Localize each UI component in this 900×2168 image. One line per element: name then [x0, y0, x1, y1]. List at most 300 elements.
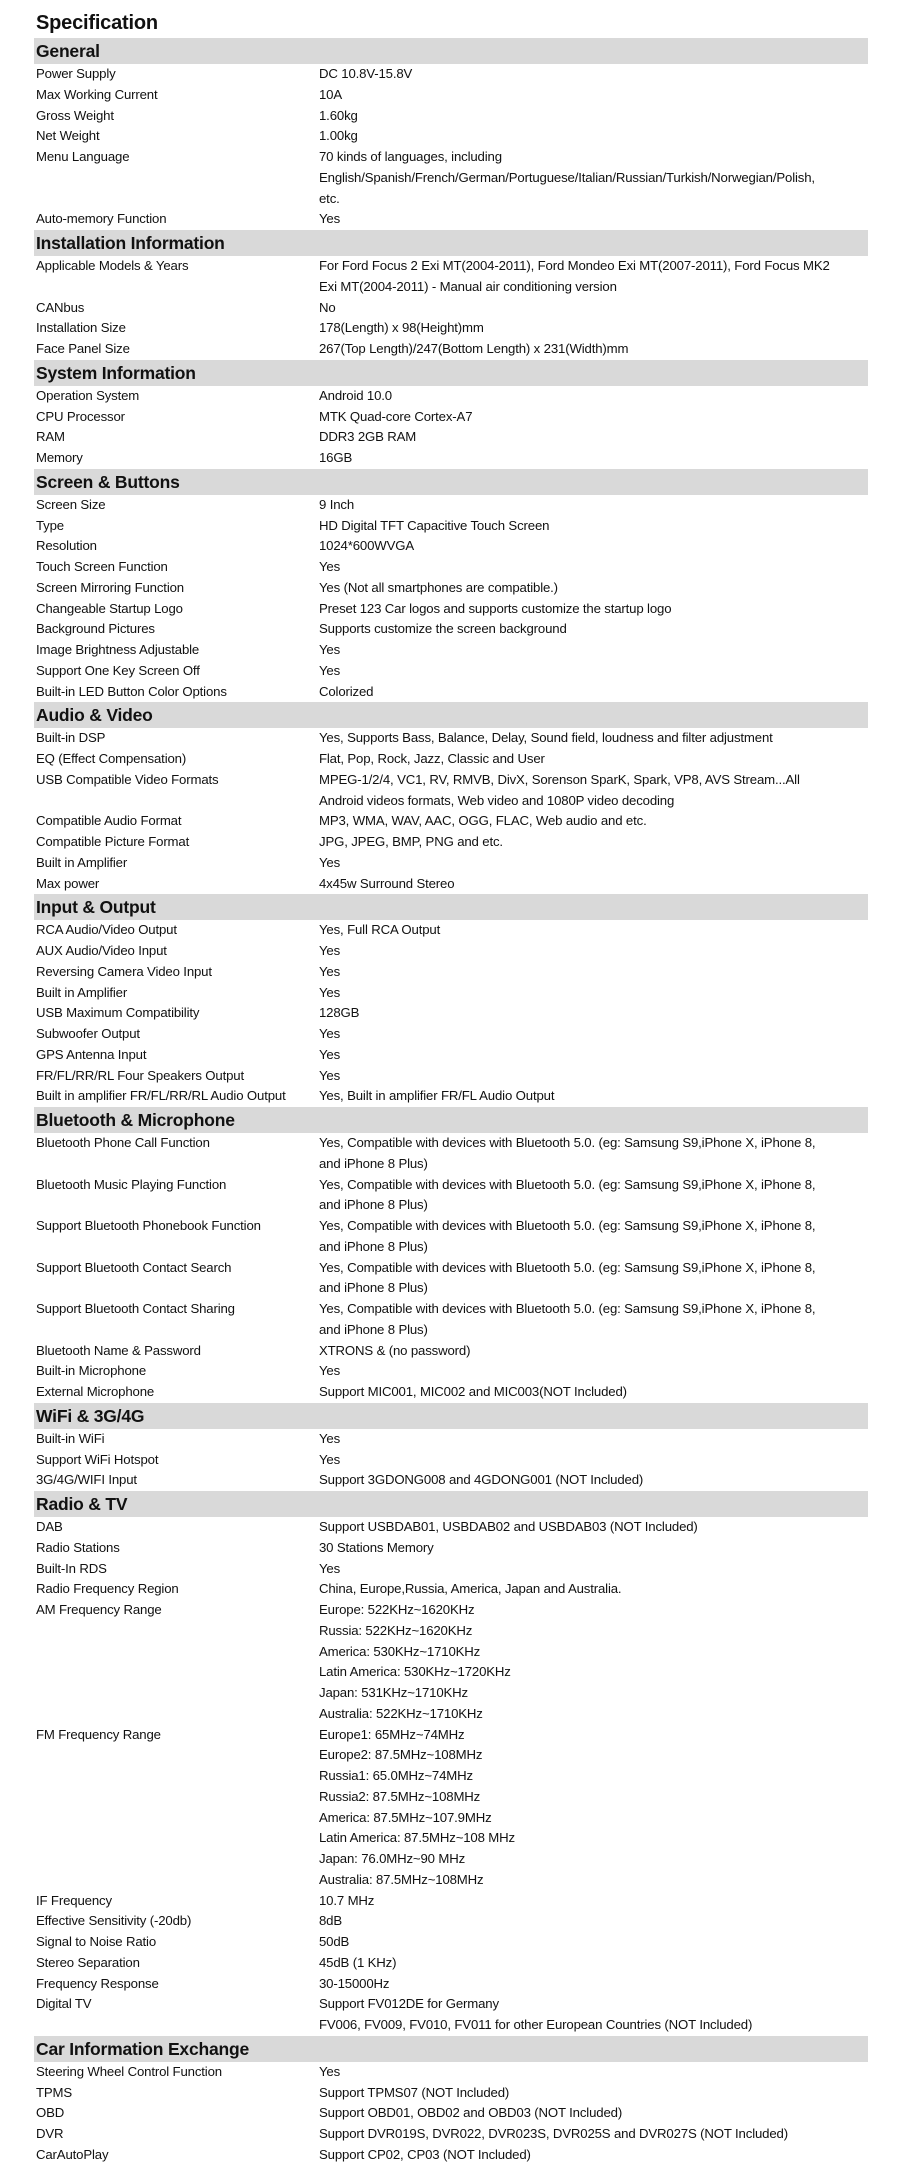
section-heading: Audio & Video [34, 702, 868, 728]
spec-row [34, 920, 868, 941]
spec-row [34, 832, 868, 853]
spec-row [34, 147, 868, 209]
spec-label: Bluetooth Name & Password [36, 1342, 201, 1358]
spec-value-line: Exi MT(2004-2011) - Manual air conditioning version [319, 278, 617, 294]
spec-value-line: Yes [319, 1560, 341, 1576]
spec-value [319, 728, 868, 749]
spec-row [34, 2083, 868, 2104]
spec-value-line: Russia: 522KHz~1620KHz [319, 1622, 473, 1638]
spec-label: Support Bluetooth Contact Sharing [36, 1301, 235, 1316]
spec-label: EQ (Effect Compensation) [36, 751, 187, 766]
page-title: Specification [36, 12, 158, 34]
spec-label: FR/FL/RR/RL Four Speakers Output [36, 1067, 244, 1083]
spec-value-line: 267(Top Length)/247(Bottom Length) x 231(Width)mm [319, 341, 629, 356]
spec-row [34, 1175, 868, 1217]
spec-row [34, 640, 868, 661]
spec-label: Signal to Noise Ratio [36, 1934, 156, 1949]
spec-section [34, 1491, 868, 2036]
spec-value [319, 536, 868, 557]
spec-row [34, 386, 868, 407]
spec-label: Resolution [36, 538, 97, 554]
spec-row [34, 962, 868, 983]
spec-value [319, 1066, 868, 1087]
spec-row [34, 1559, 868, 1580]
spec-value-line: 1024*600WVGA [319, 538, 414, 554]
spec-label: CPU Processor [36, 408, 125, 424]
spec-label: Type [36, 517, 64, 533]
spec-value [319, 2103, 868, 2124]
spec-label: Built-in DSP [36, 730, 106, 746]
section-heading: Bluetooth & Microphone [34, 1107, 868, 1133]
spec-value [319, 106, 868, 127]
spec-value-line: Europe2: 87.5MHz~108MHz [319, 1747, 483, 1763]
spec-value-line: Yes, Compatible with devices with Bluetooth 5.0. (eg: Samsung S9,iPhone X, iPhone 8, [319, 1259, 816, 1275]
spec-value-line: Preset 123 Car logos and supports customize the startup logo [319, 600, 672, 616]
spec-label: Built in Amplifier [36, 984, 128, 1000]
spec-row [34, 749, 868, 770]
spec-value-line: China, Europe,Russia, America, Japan and Australia. [319, 1581, 622, 1597]
spec-row [34, 2124, 868, 2145]
spec-label: Stereo Separation [36, 1954, 140, 1970]
spec-label: Built-in Microphone [36, 1363, 147, 1379]
spec-row [34, 983, 868, 1004]
spec-value-line: 10A [319, 86, 343, 102]
spec-value-line: Yes, Supports Bass, Balance, Delay, Sound field, loudness and filter adjustment [319, 730, 773, 746]
spec-value [319, 126, 868, 147]
spec-row [34, 682, 868, 703]
spec-value-line: Android 10.0 [319, 387, 392, 403]
spec-section [34, 469, 868, 703]
spec-value-line: Yes [319, 662, 341, 678]
spec-row [34, 661, 868, 682]
spec-label: DVR [36, 2126, 64, 2141]
spec-row [34, 516, 868, 537]
spec-value-line: Europe1: 65MHz~74MHz [319, 1726, 465, 1742]
spec-value [319, 147, 868, 209]
spec-label: Power Supply [36, 66, 116, 81]
spec-value-line: Yes [319, 854, 341, 870]
spec-value-line: Australia: 87.5MHz~108MHz [319, 1871, 484, 1887]
spec-value-line: Europe: 522KHz~1620KHz [319, 1602, 475, 1617]
spec-row [34, 298, 868, 319]
spec-label: OBD [36, 2105, 65, 2121]
spec-row [34, 1994, 868, 2036]
spec-row [34, 1361, 868, 1382]
spec-value [319, 1341, 868, 1362]
section-heading: WiFi & 3G/4G [34, 1403, 868, 1429]
spec-row [34, 1258, 868, 1300]
spec-value [319, 749, 868, 770]
spec-value-line: Yes [319, 642, 341, 657]
spec-value-line: Yes, Compatible with devices with Bluetooth 5.0. (eg: Samsung S9,iPhone X, iPhone 8, [319, 1176, 816, 1192]
spec-row [34, 874, 868, 895]
spec-value [319, 1891, 868, 1912]
spec-label: RCA Audio/Video Output [36, 922, 177, 938]
spec-label: Built-In RDS [36, 1560, 107, 1576]
spec-row [34, 448, 868, 469]
spec-value-line: MPEG-1/2/4, VC1, RV, RMVB, DivX, Sorenson SparK, Spark, VP8, AVS Stream...All [319, 771, 800, 787]
spec-label: CANbus [36, 299, 85, 315]
spec-value [319, 1382, 868, 1403]
spec-label: Changeable Startup Logo [36, 600, 183, 616]
spec-value-line: Yes [319, 1067, 341, 1083]
spec-value [319, 661, 868, 682]
spec-label: USB Compatible Video Formats [36, 771, 219, 787]
spec-value [319, 1911, 868, 1932]
spec-value-line: Russia2: 87.5MHz~108MHz [319, 1788, 481, 1804]
spec-row [34, 318, 868, 339]
spec-value [319, 1450, 868, 1471]
spec-value [319, 1994, 868, 2036]
spec-value [319, 770, 868, 812]
spec-value-line: America: 530KHz~1710KHz [319, 1643, 481, 1659]
spec-row [34, 1725, 868, 1891]
spec-value [319, 1003, 868, 1024]
spec-label: Support One Key Screen Off [36, 662, 200, 678]
spec-row [34, 1216, 868, 1258]
spec-value-line: Supports customize the screen background [319, 621, 567, 637]
spec-value [319, 209, 868, 230]
spec-value [319, 1258, 868, 1300]
spec-value [319, 339, 868, 360]
spec-value-line: Support FV012DE for Germany [319, 1996, 499, 2012]
spec-label: Bluetooth Music Playing Function [36, 1176, 227, 1192]
spec-value [319, 386, 868, 407]
spec-value [319, 2083, 868, 2104]
spec-label: Compatible Picture Format [36, 834, 190, 849]
spec-row [34, 1953, 868, 1974]
spec-section [34, 230, 868, 360]
spec-value [319, 1045, 868, 1066]
spec-value-line: Yes [319, 2063, 341, 2079]
spec-value [319, 874, 868, 895]
spec-value [319, 516, 868, 537]
spec-value-line: Android videos formats, Web video and 1080P video decoding [319, 792, 675, 808]
spec-value [319, 318, 868, 339]
spec-label: Support Bluetooth Contact Search [36, 1259, 232, 1275]
section-heading: Input & Output [34, 894, 868, 920]
spec-row [34, 1003, 868, 1024]
spec-label: External Microphone [36, 1384, 155, 1399]
spec-row [34, 256, 868, 298]
spec-value-line: Japan: 76.0MHz~90 MHz [319, 1851, 466, 1866]
spec-value-line: Yes [319, 1026, 341, 1041]
spec-value-line: 50dB [319, 1934, 350, 1949]
spec-row [34, 106, 868, 127]
spec-value-line: Yes, Compatible with devices with Bluetooth 5.0. (eg: Samsung S9,iPhone X, iPhone 8, [319, 1135, 816, 1150]
spec-label: Built in Amplifier [36, 854, 128, 870]
spec-value-line: Yes [319, 559, 341, 574]
spec-label: Installation Size [36, 320, 126, 336]
section-heading: Car Information Exchange [34, 2036, 868, 2062]
spec-value [319, 853, 868, 874]
spec-value-line: Latin America: 530KHz~1720KHz [319, 1664, 511, 1680]
spec-label: 3G/4G/WIFI Input [36, 1472, 137, 1488]
spec-value-line: Yes [319, 1451, 341, 1467]
spec-value-line: Latin America: 87.5MHz~108 MHz [319, 1830, 515, 1846]
spec-value-line: For Ford Focus 2 Exi MT(2004-2011), Ford Mondeo Exi MT(2007-2011), Ford Focus MK2 [319, 258, 830, 273]
spec-label: Screen Size [36, 496, 106, 512]
spec-label: Screen Mirroring Function [36, 579, 184, 595]
spec-value-line: Russia1: 65.0MHz~74MHz [319, 1768, 473, 1783]
spec-value [319, 1517, 868, 1538]
spec-sections [34, 38, 868, 2166]
spec-label: Frequency Response [36, 1975, 159, 1991]
spec-row [34, 619, 868, 640]
spec-label: Image Brightness Adjustable [36, 642, 200, 657]
spec-value-line: and iPhone 8 Plus) [319, 1280, 428, 1296]
spec-row [34, 126, 868, 147]
spec-value-line: 10.7 MHz [319, 1892, 375, 1908]
spec-value-line: Yes, Compatible with devices with Bluetooth 5.0. (eg: Samsung S9,iPhone X, iPhone 8, [319, 1301, 816, 1316]
spec-value-line: 16GB [319, 450, 353, 465]
spec-section [34, 702, 868, 894]
spec-value-line: Yes [319, 943, 341, 958]
spec-row [34, 728, 868, 749]
spec-value [319, 1216, 868, 1258]
spec-value [319, 920, 868, 941]
spec-row [34, 2103, 868, 2124]
spec-value-line: Support OBD01, OBD02 and OBD03 (NOT Included) [319, 2105, 623, 2121]
spec-value-line: Support MIC001, MIC002 and MIC003(NOT Included) [319, 1384, 627, 1399]
spec-label: Max power [36, 875, 100, 891]
spec-label: Radio Stations [36, 1539, 120, 1555]
spec-value-line: Yes [319, 963, 341, 979]
spec-value-line: Yes, Full RCA Output [319, 922, 441, 938]
spec-row [34, 536, 868, 557]
spec-value [319, 1024, 868, 1045]
spec-row [34, 1133, 868, 1175]
spec-row [34, 85, 868, 106]
section-heading: System Information [34, 360, 868, 386]
spec-value-line: English/Spanish/French/German/Portuguese/Italian/Russian/Turkish/Norwegian/Polish, [319, 169, 815, 185]
spec-value [319, 1559, 868, 1580]
spec-row [34, 495, 868, 516]
spec-label: Built-in WiFi [36, 1430, 105, 1446]
spec-value-line: Yes [319, 1363, 341, 1379]
spec-label: Background Pictures [36, 621, 155, 637]
spec-row [34, 1341, 868, 1362]
spec-value-line: XTRONS & (no password) [319, 1342, 471, 1358]
spec-label: Auto-memory Function [36, 211, 167, 227]
spec-value-line: Flat, Pop, Rock, Jazz, Classic and User [319, 751, 545, 766]
spec-value-line: Yes, Built in amplifier FR/FL Audio Output [319, 1088, 555, 1104]
spec-label: Bluetooth Phone Call Function [36, 1135, 210, 1150]
spec-value [319, 2124, 868, 2145]
spec-label: Memory [36, 450, 83, 465]
spec-label: Touch Screen Function [36, 559, 168, 574]
spec-label: Reversing Camera Video Input [36, 963, 212, 979]
spec-label: Face Panel Size [36, 341, 130, 356]
spec-value-line: Support CP02, CP03 (NOT Included) [319, 2146, 531, 2162]
spec-label: Steering Wheel Control Function [36, 2063, 222, 2079]
spec-row [34, 1891, 868, 1912]
spec-row [34, 1450, 868, 1471]
spec-label: Net Weight [36, 128, 100, 144]
spec-row [34, 1932, 868, 1953]
spec-value-line: Yes (Not all smartphones are compatible.) [319, 579, 558, 595]
spec-label: DAB [36, 1519, 63, 1534]
spec-value-line: No [319, 299, 336, 315]
spec-label: Digital TV [36, 1996, 92, 2012]
spec-value [319, 495, 868, 516]
spec-label: AM Frequency Range [36, 1602, 162, 1617]
spec-value-line: MP3, WMA, WAV, AAC, OGG, FLAC, Web audio and etc. [319, 813, 647, 829]
spec-label: RAM [36, 429, 65, 445]
spec-label: Built in amplifier FR/FL/RR/RL Audio Output [36, 1088, 286, 1104]
spec-value [319, 941, 868, 962]
spec-row [34, 1045, 868, 1066]
spec-value-line: 30-15000Hz [319, 1975, 390, 1991]
spec-value [319, 619, 868, 640]
section-heading: Installation Information [34, 230, 868, 256]
spec-value [319, 811, 868, 832]
spec-value [319, 832, 868, 853]
spec-section [34, 38, 868, 230]
spec-value-line: etc. [319, 190, 340, 206]
spec-label: Applicable Models & Years [36, 258, 189, 273]
spec-value [319, 64, 868, 85]
spec-value-line: Yes [319, 1046, 341, 1062]
spec-row [34, 209, 868, 230]
spec-row [34, 339, 868, 360]
spec-row [34, 557, 868, 578]
spec-value-line: MTK Quad-core Cortex-A7 [319, 408, 473, 424]
spec-value [319, 1086, 868, 1107]
spec-value-line: and iPhone 8 Plus) [319, 1238, 428, 1254]
spec-value-line: and iPhone 8 Plus) [319, 1155, 428, 1171]
spec-label: USB Maximum Compatibility [36, 1005, 200, 1021]
spec-value [319, 1470, 868, 1491]
spec-value-line: 45dB (1 KHz) [319, 1954, 397, 1970]
spec-value-line: Yes [319, 211, 341, 227]
spec-value-line: Australia: 522KHz~1710KHz [319, 1705, 483, 1721]
spec-value [319, 1429, 868, 1450]
spec-row [34, 853, 868, 874]
spec-value-line: Yes [319, 1430, 341, 1446]
spec-row [34, 1086, 868, 1107]
spec-row [34, 1538, 868, 1559]
spec-row [34, 407, 868, 428]
spec-value-line: Yes, Compatible with devices with Bluetooth 5.0. (eg: Samsung S9,iPhone X, iPhone 8, [319, 1218, 816, 1233]
spec-value-line: America: 87.5MHz~107.9MHz [319, 1809, 492, 1825]
spec-value [319, 1953, 868, 1974]
spec-label: Subwoofer Output [36, 1026, 140, 1041]
spec-row [34, 427, 868, 448]
spec-value [319, 1175, 868, 1217]
spec-value [319, 1579, 868, 1600]
spec-value-line: FV006, FV009, FV010, FV011 for other European Countries (NOT Included) [319, 2017, 753, 2032]
spec-label: Compatible Audio Format [36, 813, 182, 829]
section-heading: General [34, 38, 868, 64]
spec-value [319, 1932, 868, 1953]
spec-value-line: 1.60kg [319, 107, 358, 123]
spec-value-line: DC 10.8V-15.8V [319, 66, 413, 81]
spec-value-line: 4x45w Surround Stereo [319, 875, 455, 891]
section-heading: Radio & TV [34, 1491, 868, 1517]
spec-row [34, 599, 868, 620]
spec-section [34, 894, 868, 1107]
spec-value-line: 9 Inch [319, 496, 355, 512]
spec-row [34, 2145, 868, 2166]
spec-label: FM Frequency Range [36, 1726, 161, 1742]
spec-section [34, 360, 868, 469]
spec-section [34, 1403, 868, 1491]
spec-row [34, 1024, 868, 1045]
spec-label: Menu Language [36, 149, 130, 164]
spec-value-line: 178(Length) x 98(Height)mm [319, 320, 484, 336]
section-heading: Screen & Buttons [34, 469, 868, 495]
spec-label: GPS Antenna Input [36, 1046, 147, 1062]
spec-label: AUX Audio/Video Input [36, 943, 167, 958]
spec-value-line: Colorized [319, 683, 374, 699]
spec-value-line: HD Digital TFT Capacitive Touch Screen [319, 517, 550, 533]
spec-value [319, 1133, 868, 1175]
spec-value [319, 1361, 868, 1382]
spec-value-line: Japan: 531KHz~1710KHz [319, 1685, 468, 1700]
spec-row [34, 1382, 868, 1403]
spec-row [34, 1470, 868, 1491]
spec-value [319, 427, 868, 448]
spec-section [34, 1107, 868, 1403]
spec-value [319, 2145, 868, 2166]
spec-label: Support WiFi Hotspot [36, 1451, 159, 1467]
spec-value-line: and iPhone 8 Plus) [319, 1197, 428, 1213]
spec-value [319, 298, 868, 319]
spec-label: Operation System [36, 387, 140, 403]
spec-value [319, 1299, 868, 1341]
spec-row [34, 578, 868, 599]
spec-label: IF Frequency [36, 1892, 112, 1908]
spec-value [319, 2062, 868, 2083]
spec-value [319, 448, 868, 469]
spec-value-line: 128GB [319, 1005, 360, 1021]
spec-row [34, 1911, 868, 1932]
spec-row [34, 1579, 868, 1600]
spec-label: Radio Frequency Region [36, 1581, 179, 1597]
spec-section [34, 2036, 868, 2166]
spec-label: Built-in LED Button Color Options [36, 683, 227, 699]
spec-value [319, 407, 868, 428]
spec-value [319, 682, 868, 703]
spec-label: TPMS [36, 2084, 73, 2100]
spec-value [319, 578, 868, 599]
spec-value-line: Support 3GDONG008 and 4GDONG001 (NOT Included) [319, 1472, 644, 1488]
spec-value [319, 962, 868, 983]
spec-row [34, 1517, 868, 1538]
spec-value [319, 1725, 868, 1891]
spec-value [319, 983, 868, 1004]
spec-value-line: 30 Stations Memory [319, 1539, 434, 1555]
spec-value [319, 1538, 868, 1559]
spec-row [34, 1299, 868, 1341]
spec-value-line: JPG, JPEG, BMP, PNG and etc. [319, 834, 503, 849]
spec-value-line: DDR3 2GB RAM [319, 429, 417, 445]
spec-label: Support Bluetooth Phonebook Function [36, 1218, 261, 1233]
spec-value [319, 256, 868, 298]
spec-value [319, 640, 868, 661]
spec-value [319, 557, 868, 578]
spec-row [34, 770, 868, 812]
spec-value-line: 8dB [319, 1913, 343, 1929]
spec-row [34, 1066, 868, 1087]
spec-label: Gross Weight [36, 107, 114, 123]
spec-row [34, 1600, 868, 1725]
spec-label: CarAutoPlay [36, 2146, 109, 2162]
spec-value-line: 70 kinds of languages, including [319, 149, 502, 164]
spec-value-line: Support TPMS07 (NOT Included) [319, 2084, 510, 2100]
spec-row [34, 2062, 868, 2083]
